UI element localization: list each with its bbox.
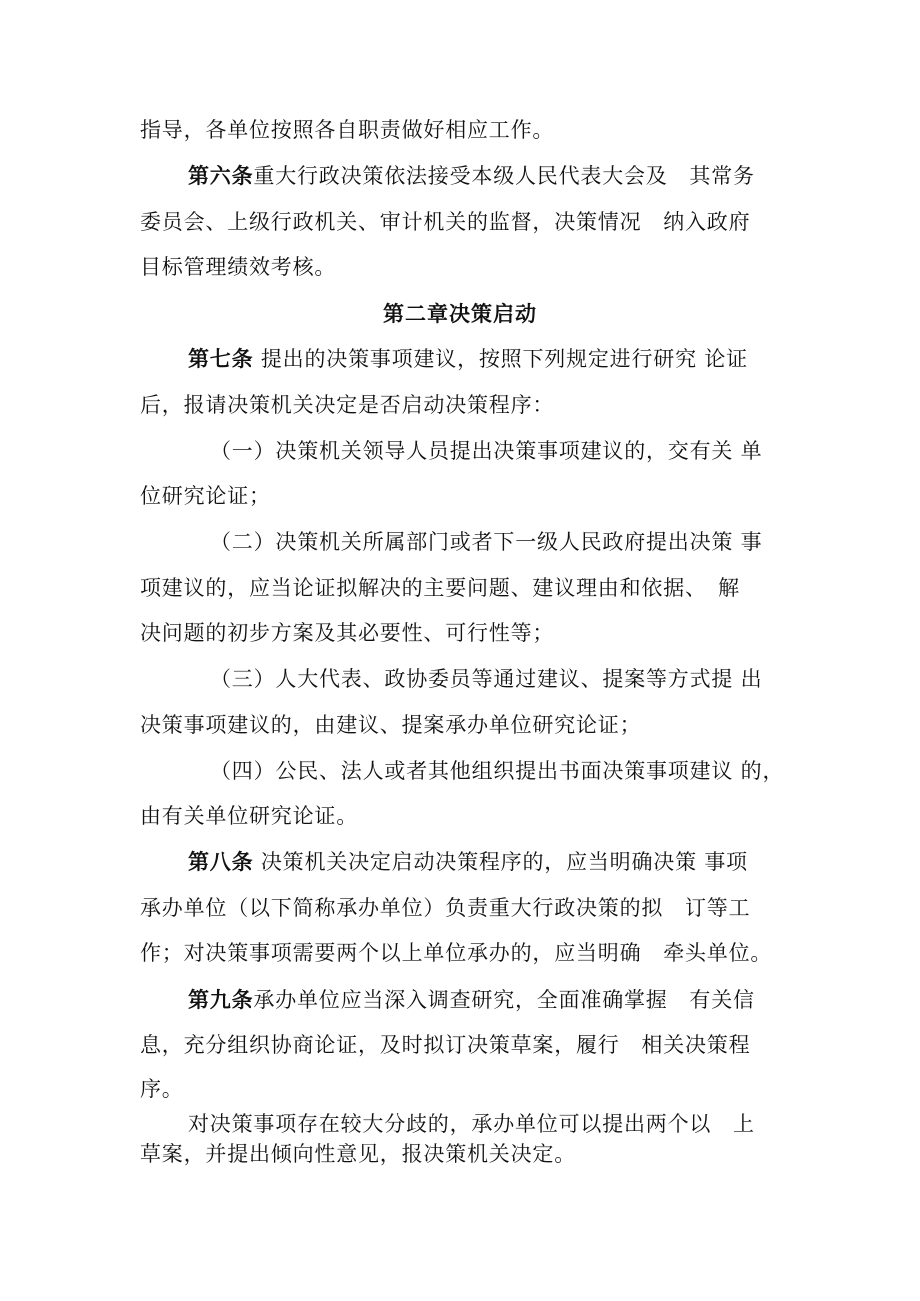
text-line: [140, 115, 790, 145]
text-line: [140, 1139, 790, 1169]
paragraph-text: 承办单位（以下简称承办单位）负责重大行政决策的拟 订等工: [140, 896, 751, 920]
paragraph-text: 指导，各单位按照各自职责做好相应工作。: [140, 118, 555, 142]
paragraph-text: 序。: [140, 1077, 184, 1101]
paragraph-text: 提出的决策事项建议，按照下列规定进行研究 论证: [253, 347, 748, 371]
paragraph-text: 后，报请决策机关决定是否启动决策程序：: [140, 393, 555, 417]
paragraph-text: 草案，并提出倾向性意见，报决策机关决定。: [140, 1142, 576, 1166]
paragraph-text: 息，充分组织协商论证，及时拟订决策草案，履行 相关决策程: [140, 1033, 751, 1057]
paragraph-text: 项建议的，应当论证拟解决的主要问题、建议理由和依据、 解: [140, 576, 740, 600]
text-line: [140, 618, 790, 648]
text-line: [140, 893, 790, 923]
paragraph-text: 重大行政决策依法接受本级人民代表大会及 其常务: [253, 164, 755, 188]
paragraph-text: 承办单位应当深入调查研究，全面准确掌握 有关信: [253, 988, 755, 1012]
text-line: [140, 938, 790, 968]
paragraph-text: （四）公民、法人或者其他组织提出书面决策事项建议 的，: [210, 759, 785, 783]
text-line: [140, 1030, 790, 1060]
paragraph-text: （一）决策机关领导人员提出决策事项建议的，交有关 单: [210, 439, 763, 463]
paragraph-text: 位研究论证；: [140, 484, 271, 508]
text-line: [140, 1074, 790, 1104]
text-line: [140, 481, 790, 511]
article-6-paragraph: [188, 161, 790, 191]
paragraph-text: 由有关单位研究论证。: [140, 804, 358, 828]
paragraph-text: 决策机关决定启动决策程序的，应当明确决策 事项: [253, 850, 748, 874]
list-item-4: [210, 756, 790, 786]
paragraph-text: （三）人大代表、政协委员等通过建议、提案等方式提 出: [210, 667, 763, 691]
article-7-paragraph: [188, 344, 790, 374]
paragraph-text: 委员会、上级行政机关、审计机关的监督，决策情况 纳入政府: [140, 210, 751, 234]
text-line: [140, 207, 790, 237]
article-9-paragraph: [188, 985, 790, 1015]
article-8-paragraph: [188, 847, 790, 877]
text-line: [140, 252, 790, 282]
list-item-1: [210, 436, 790, 466]
list-item-2: [210, 527, 790, 557]
paragraph-text: 对决策事项存在较大分歧的，承办单位可以提出两个以 上: [188, 1112, 755, 1136]
article-7-label: 第七条: [188, 347, 254, 371]
paragraph-text: 作；对决策事项需要两个以上单位承办的，应当明确 牵头单位。: [140, 941, 773, 965]
paragraph-text: 决问题的初步方案及其必要性、可行性等；: [140, 621, 555, 645]
text-line: [140, 801, 790, 831]
paragraph-text: 目标管理绩效考核。: [140, 255, 337, 279]
paragraph-text: 决策事项建议的，由建议、提案承办单位研究论证；: [140, 713, 642, 737]
paragraph-first-line: [188, 1109, 790, 1139]
article-9-label: 第九条: [188, 988, 254, 1012]
list-item-3: [210, 664, 790, 694]
chapter-heading: 第二章决策启动: [383, 302, 537, 326]
text-line: [140, 390, 790, 420]
text-line: [140, 710, 790, 740]
article-6-label: 第六条: [188, 164, 254, 188]
article-8-label: 第八条: [188, 850, 254, 874]
text-line: [140, 573, 790, 603]
paragraph-text: （二）决策机关所属部门或者下一级人民政府提出决策 事: [210, 530, 763, 554]
